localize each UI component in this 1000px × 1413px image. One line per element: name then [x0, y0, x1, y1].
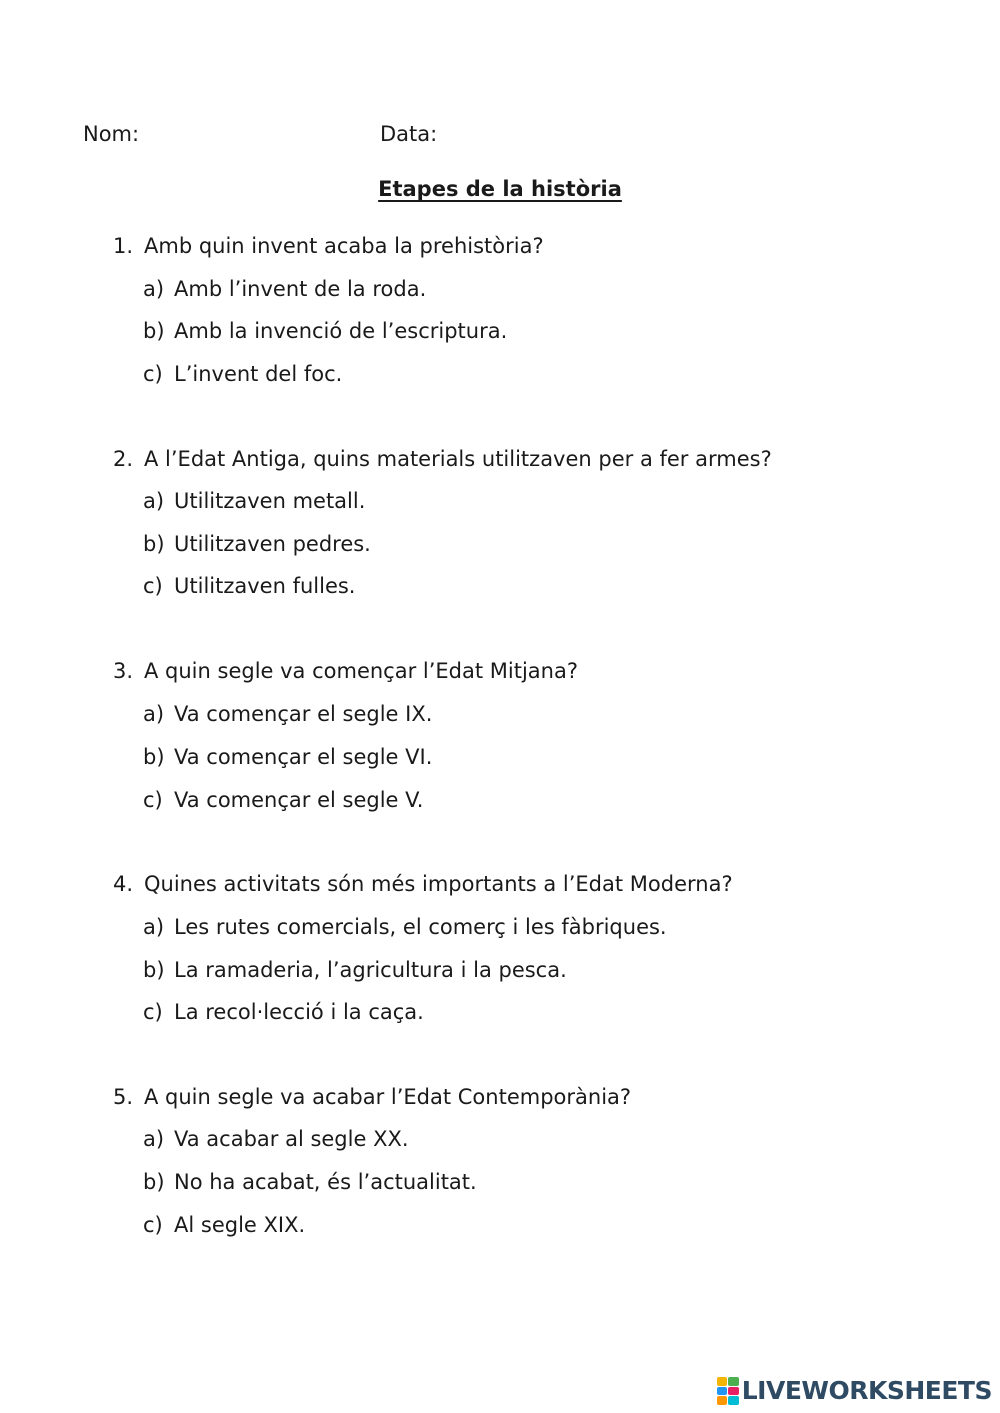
option-letter: c) — [143, 1000, 163, 1024]
option-text: Amb l’invent de la roda. — [174, 277, 427, 301]
option-text: Utilitzaven fulles. — [174, 574, 356, 598]
page-title: Etapes de la història — [378, 177, 622, 201]
option-2a[interactable] — [143, 487, 365, 515]
option-2b[interactable] — [143, 530, 371, 558]
question-number: 2. — [113, 447, 134, 471]
option-letter: b) — [143, 958, 165, 982]
option-5b[interactable] — [143, 1168, 477, 1196]
question-label: A quin segle va començar l’Edat Mitjana? — [144, 659, 578, 683]
option-letter: c) — [143, 788, 163, 812]
option-text: Va començar el segle VI. — [174, 745, 433, 769]
question-number: 3. — [113, 659, 134, 683]
name-label: Nom: — [83, 122, 140, 146]
option-letter: c) — [143, 362, 163, 386]
option-text: L’invent del foc. — [174, 362, 343, 386]
option-letter: a) — [143, 702, 165, 726]
logo-badge-cell — [717, 1387, 728, 1396]
question-label: A l’Edat Antiga, quins materials utilitzaven per a fer armes? — [144, 447, 772, 471]
option-4b[interactable] — [143, 956, 567, 984]
question-3-text — [113, 657, 578, 685]
option-letter: c) — [143, 574, 163, 598]
option-1a[interactable] — [143, 275, 426, 303]
option-1c[interactable] — [143, 360, 342, 388]
question-number: 4. — [113, 872, 134, 896]
option-letter: a) — [143, 915, 165, 939]
option-letter: b) — [143, 532, 165, 556]
option-text: Al segle XIX. — [174, 1213, 306, 1237]
logo-badge-cell — [717, 1377, 728, 1386]
option-letter: b) — [143, 745, 165, 769]
option-3b[interactable] — [143, 743, 432, 771]
option-text: Amb la invenció de l’escriptura. — [174, 319, 508, 343]
option-letter: a) — [143, 277, 165, 301]
question-label: Quines activitats són més importants a l’Edat Moderna? — [144, 872, 733, 896]
option-5a[interactable] — [143, 1125, 409, 1153]
option-text: Va començar el segle V. — [174, 788, 424, 812]
option-4c[interactable] — [143, 998, 424, 1026]
option-2c[interactable] — [143, 572, 355, 600]
logo-badge-icon — [717, 1377, 739, 1405]
logo-text: LIVEWORKSHEETS — [741, 1376, 992, 1405]
question-1-text — [113, 232, 544, 260]
option-letter: c) — [143, 1213, 163, 1237]
option-letter: a) — [143, 1127, 165, 1151]
question-number: 1. — [113, 234, 134, 258]
logo-badge-cell — [717, 1396, 728, 1405]
question-label: Amb quin invent acaba la prehistòria? — [144, 234, 544, 258]
option-text: La ramaderia, l’agricultura i la pesca. — [174, 958, 567, 982]
option-letter: b) — [143, 1170, 165, 1194]
option-3a[interactable] — [143, 700, 432, 728]
date-label: Data: — [380, 122, 438, 146]
option-5c[interactable] — [143, 1211, 305, 1239]
logo-badge-cell — [728, 1377, 739, 1386]
option-text: La recol·lecció i la caça. — [174, 1000, 424, 1024]
question-label: A quin segle va acabar l’Edat Contemporània? — [144, 1085, 632, 1109]
liveworksheets-logo — [717, 1375, 992, 1407]
question-5-text — [113, 1083, 631, 1111]
question-number: 5. — [113, 1085, 134, 1109]
question-4-text — [113, 870, 733, 898]
option-text: Utilitzaven metall. — [174, 489, 366, 513]
option-4a[interactable] — [143, 913, 667, 941]
option-text: No ha acabat, és l’actualitat. — [174, 1170, 477, 1194]
option-3c[interactable] — [143, 786, 423, 814]
option-letter: b) — [143, 319, 165, 343]
option-text: Utilitzaven pedres. — [174, 532, 371, 556]
option-letter: a) — [143, 489, 165, 513]
question-2-text — [113, 445, 772, 473]
option-1b[interactable] — [143, 317, 507, 345]
option-text: Va començar el segle IX. — [174, 702, 433, 726]
logo-badge-cell — [728, 1387, 739, 1396]
option-text: Va acabar al segle XX. — [174, 1127, 409, 1151]
option-text: Les rutes comercials, el comerç i les fàbriques. — [174, 915, 667, 939]
logo-badge-cell — [728, 1396, 739, 1405]
